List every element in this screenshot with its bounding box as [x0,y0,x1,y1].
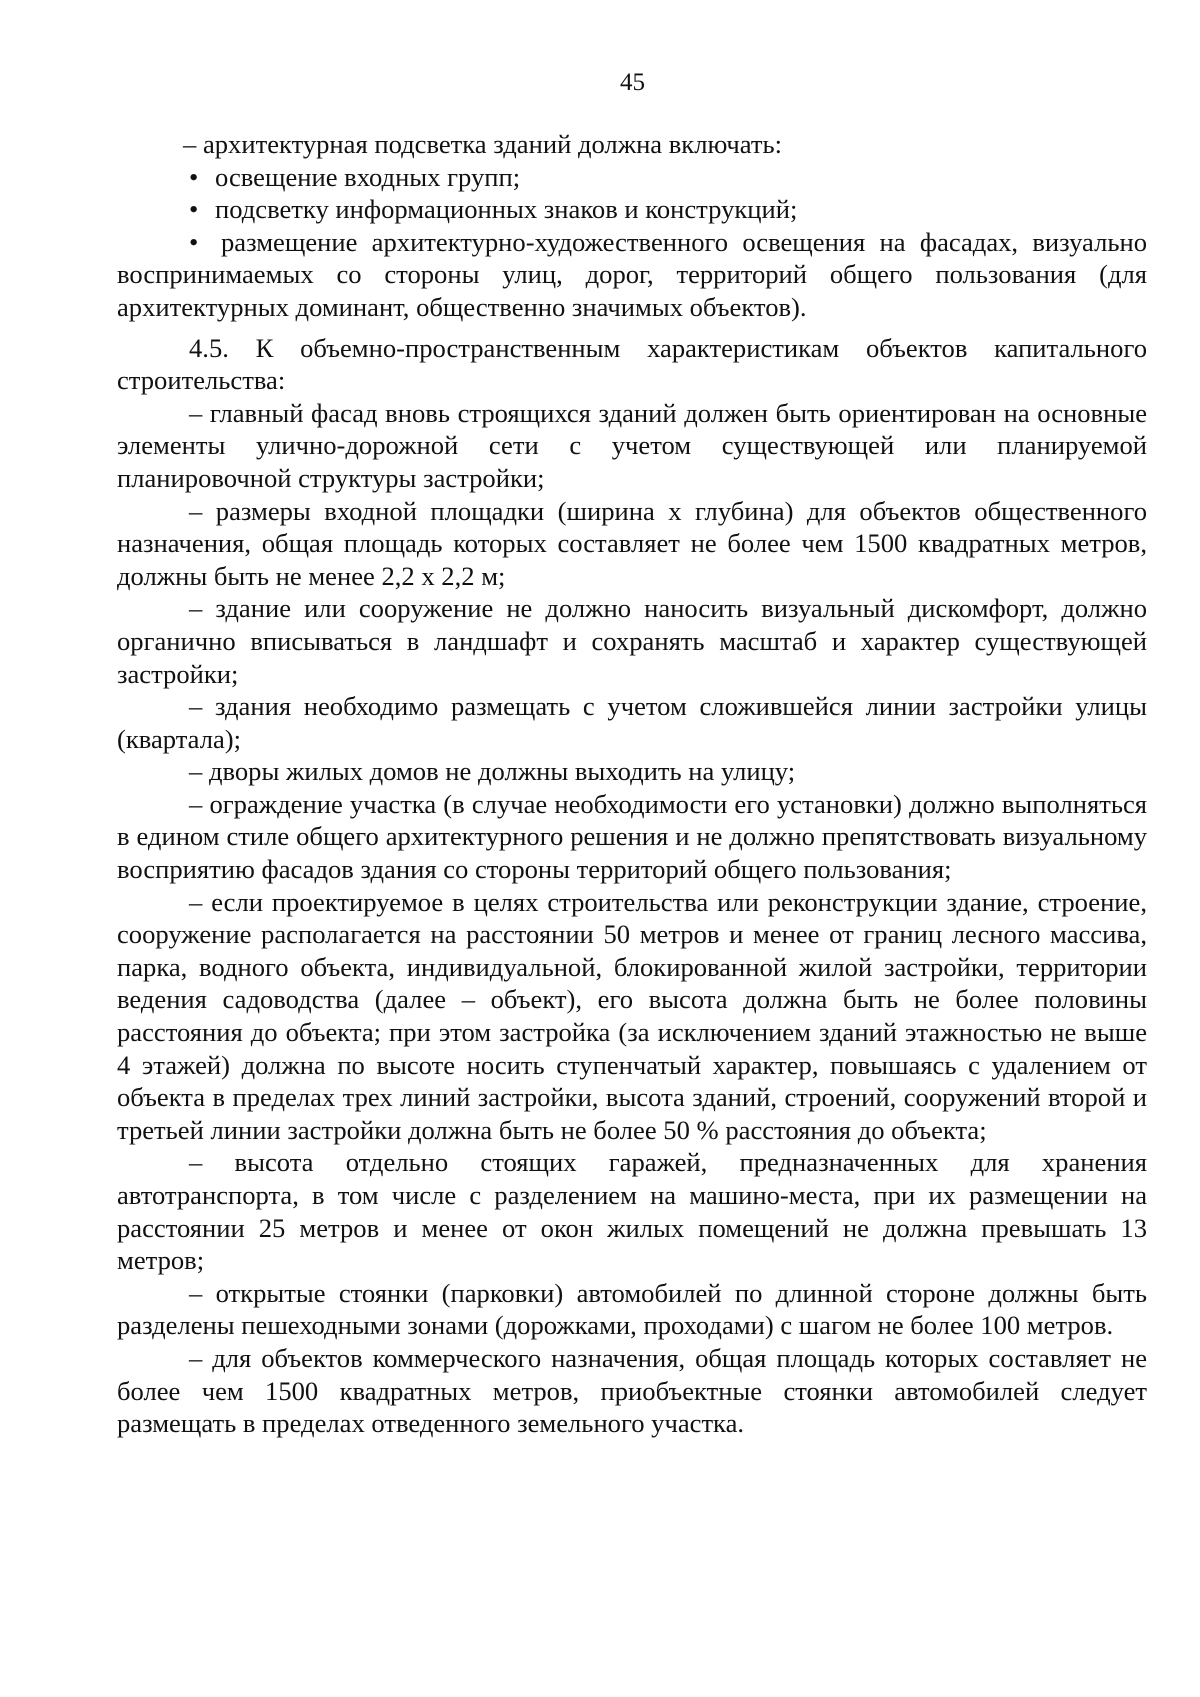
bullet-icon: • [189,226,199,257]
bullet-icon: • [189,161,199,192]
list-item-commercial-parking: – для объектов коммерческого назначения, общая площадь которых составляет не более чем 1500 квадратных метров, приобъектные стоянки автомобилей следует размещать в пределах отведенного земельного участка. [117,1342,1147,1439]
bullet-text: размещение архитектурно-художественного освещения на фасадах, визуально воспринимаемых со стороны улиц, дорог, территорий общего пользования (для архитектурных доминант, общественно значимых объектов). [117,226,1147,322]
list-item-fencing: – ограждение участка (в случае необходимости его установки) должно выполняться в едином стиле общего архитектурного решения и не должно препятствовать визуальному восприятию фасадов здания со стороны территорий общего пользования; [117,788,1147,885]
bullet-icon: • [189,194,199,225]
page-number: 45 [620,69,645,96]
list-item-visual-discomfort: – здание или сооружение не должно наносить визуальный дискомфорт, должно органично вписываться в ландшафт и сохранять масштаб и характер существующей застройки; [117,593,1147,689]
bullet-text: освещение входных групп; [215,161,521,192]
list-item-main-facade: – главный фасад вновь строящихся зданий должен быть ориентирован на основные элементы улично-дорожной сети с учетом существующей или планируемой планировочной структуры застройки; [117,397,1147,493]
document-body [117,128,1147,1440]
list-item-parking-zones: – открытые стоянки (парковки) автомобилей по длинной стороне должны быть разделены пешеходными зонами (дорожками, проходами) с шагом не более 100 метров. [117,1277,1147,1341]
bullet-item-entrance-lighting [117,161,1147,194]
list-item-height-limits: – если проектируемое в целях строительства или реконструкции здание, строение, сооружение располагается на расстоянии 50 метров и менее от границ лесного массива, парка, водного объекта, индивидуальной, блокированной жилой застройки, территории ведения садоводства (далее – объект), его высота должна быть не более половины расстояния до объекта; при этом застройка (за исключением зданий этажностью не выше 4 этажей) должна по высоте носить ступенчатый характер, повышаясь с удалением от объекта в пределах трех линий застройки, высота зданий, строений, сооружений второй и третьей линии застройки должна быть не более 50 % расстояния до объекта; [117,886,1147,1145]
bullet-item-sign-lighting [117,193,1147,226]
list-item-entrance-size: – размеры входной площадки (ширина х глубина) для объектов общественного назначения, общая площадь которых составляет не более чем 1500 квадратных метров, должны быть не менее 2,2 х 2,2 м; [117,495,1147,591]
bullet-text: подсветку информационных знаков и конструкций; [215,194,798,225]
list-item-courtyards: – дворы жилых домов не должны выходить на улицу; [189,756,796,787]
bullet-item-facade-lighting [117,226,1147,324]
section-4-5-heading: 4.5. К объемно-пространственным характеристикам объектов капитального строительства: [117,332,1147,396]
paragraph-lighting-intro: – архитектурная подсветка зданий должна включать: [183,129,782,159]
list-item-building-line: – здания необходимо размещать с учетом сложившейся линии застройки улицы (квартала); [117,691,1147,754]
list-item-garages: – высота отдельно стоящих гаражей, предназначенных для хранения автотранспорта, в том числе с разделением на машино-места, при их размещении на расстоянии 25 метров и менее от окон жилых помещений не должна превышать 13 метров; [117,1147,1147,1276]
